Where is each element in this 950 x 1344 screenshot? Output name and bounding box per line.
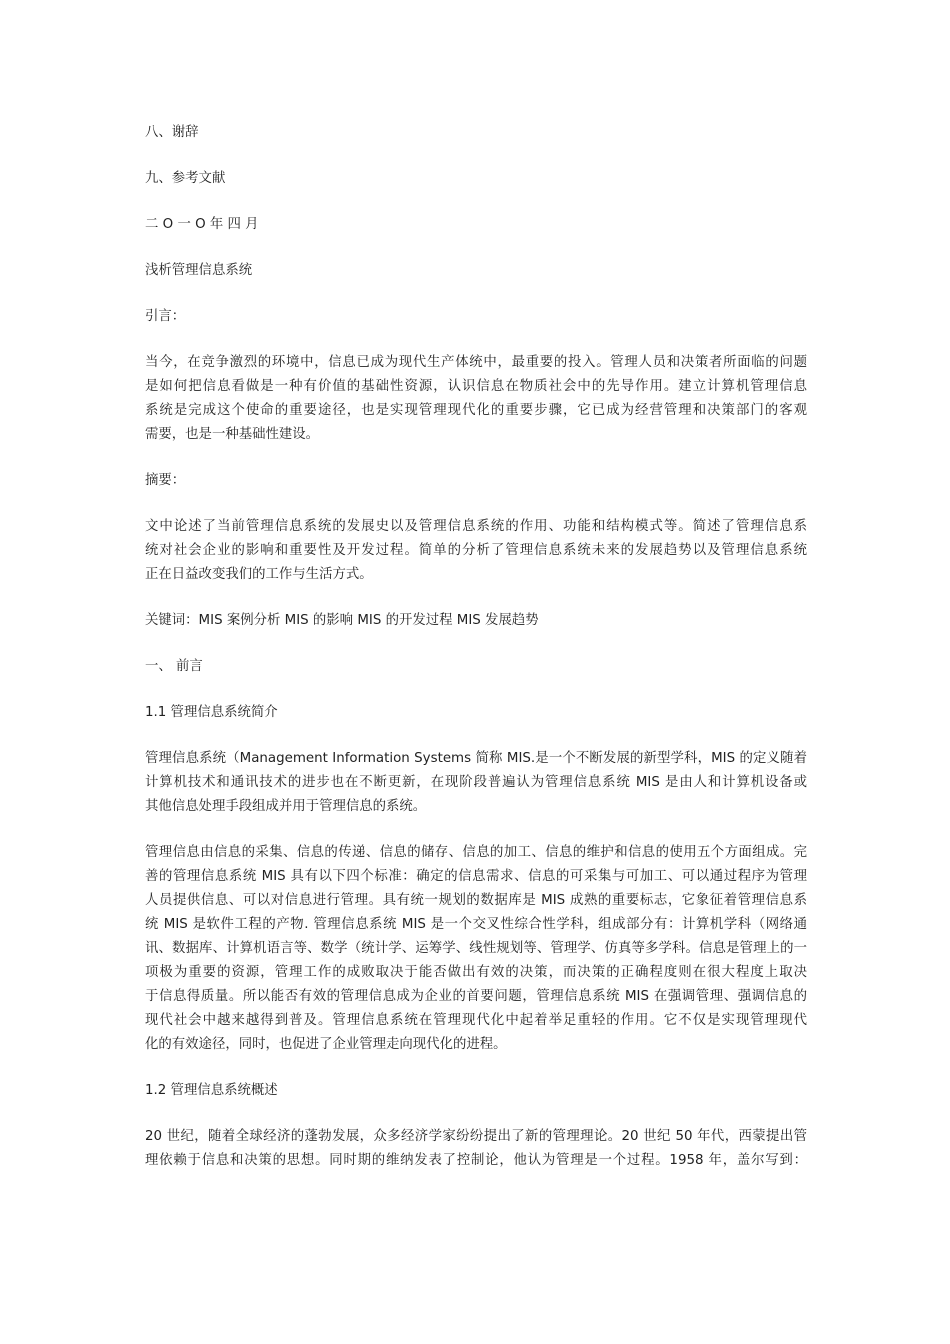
body-line: 善的管理信息系统 MIS 具有以下四个标准：确定的信息需求、信息的可采集与可加工、可以通过程序为管理 <box>145 869 807 884</box>
intro-line: 需要，也是一种基础性建设。 <box>145 427 320 442</box>
body-line: 管理信息系统（Management Information Systems 简称 MIS.是一个不断发展的新型学科，MIS 的定义随着 <box>145 751 807 766</box>
abstract-line: 文中论述了当前管理信息系统的发展史以及管理信息系统的作用、功能和结构模式等。简述了管理信息系 <box>145 519 807 534</box>
body-line: 人员提供信息、可以对信息进行管理。具有统一规划的数据库是 MIS 成熟的重要标志，它象征着管理信息系 <box>145 893 807 908</box>
heading-references: 九、参考文献 <box>145 171 226 186</box>
intro-label: 引言： <box>145 309 186 324</box>
subsection-heading-1-2: 1.2 管理信息系统概述 <box>145 1083 278 1098</box>
intro-line: 当今，在竞争激烈的环境中，信息已成为现代生产体统中，最重要的投入。管理人员和决策者所面临的问题 <box>145 355 807 370</box>
body-line: 统 MIS 是软件工程的产物. 管理信息系统 MIS 是一个交叉性综合性学科，组成部分有：计算机学科（网络通 <box>145 917 807 932</box>
body-line: 于信息得质量。所以能否有效的管理信息成为企业的首要问题，管理信息系统 MIS 在强调管理、强调信息的 <box>145 989 807 1004</box>
body-line: 理依赖于信息和决策的思想。同时期的维纳发表了控制论，他认为管理是一个过程。1958 年，盖尔写到： <box>145 1153 807 1168</box>
document-date: 二 O 一 O 年 四 月 <box>145 217 259 232</box>
abstract-line: 统对社会企业的影响和重要性及开发过程。简单的分析了管理信息系统未来的发展趋势以及管理信息系统 <box>145 543 807 558</box>
section-1-2-paragraph <box>145 1125 807 1173</box>
abstract-label: 摘要： <box>145 473 186 488</box>
body-line: 讯、数据库、计算机语言等、数学（统计学、运筹学、线性规划等、管理学、仿真等多学科。信息是管理上的一 <box>145 941 807 956</box>
section-1-1-paragraph-b <box>145 841 807 1057</box>
paper-title: 浅析管理信息系统 <box>145 263 253 278</box>
body-line: 计算机技术和通讯技术的进步也在不断更新，在现阶段普遍认为管理信息系统 MIS 是由人和计算机设备或 <box>145 775 807 790</box>
abstract-paragraph <box>145 515 807 587</box>
heading-thanks: 八、谢辞 <box>145 125 199 140</box>
section-1-1-paragraph-a <box>145 747 807 819</box>
body-line: 现代社会中越来越得到普及。管理信息系统在管理现代化中起着举足重轻的作用。它不仅是实现管理现代 <box>145 1013 807 1028</box>
body-line: 20 世纪，随着全球经济的蓬勃发展，众多经济学家纷纷提出了新的管理理论。20 世纪 50 年代，西蒙提出管 <box>145 1129 807 1144</box>
abstract-line: 正在日益改变我们的工作与生活方式。 <box>145 567 373 582</box>
subsection-heading-1-1: 1.1 管理信息系统简介 <box>145 705 278 720</box>
body-line: 化的有效途径，同时，也促进了企业管理走向现代化的进程。 <box>145 1037 507 1052</box>
intro-line: 是如何把信息看做是一种有价值的基础性资源，认识信息在物质社会中的先导作用。建立计算机管理信息 <box>145 379 807 394</box>
body-line: 管理信息由信息的采集、信息的传递、信息的储存、信息的加工、信息的维护和信息的使用五个方面组成。完 <box>145 845 807 860</box>
document-body <box>145 121 807 1173</box>
intro-paragraph <box>145 351 807 447</box>
intro-line: 系统是完成这个使命的重要途径，也是实现管理现代化的重要步骤，它已成为经营管理和决策部门的客观 <box>145 403 807 418</box>
keywords: 关键词：MIS 案例分析 MIS 的影响 MIS 的开发过程 MIS 发展趋势 <box>145 613 539 628</box>
body-line: 项极为重要的资源，管理工作的成败取决于能否做出有效的决策，而决策的正确程度则在很大程度上取决 <box>145 965 807 980</box>
section-heading-1: 一、 前言 <box>145 659 203 674</box>
body-line: 其他信息处理手段组成并用于管理信息的系统。 <box>145 799 427 814</box>
